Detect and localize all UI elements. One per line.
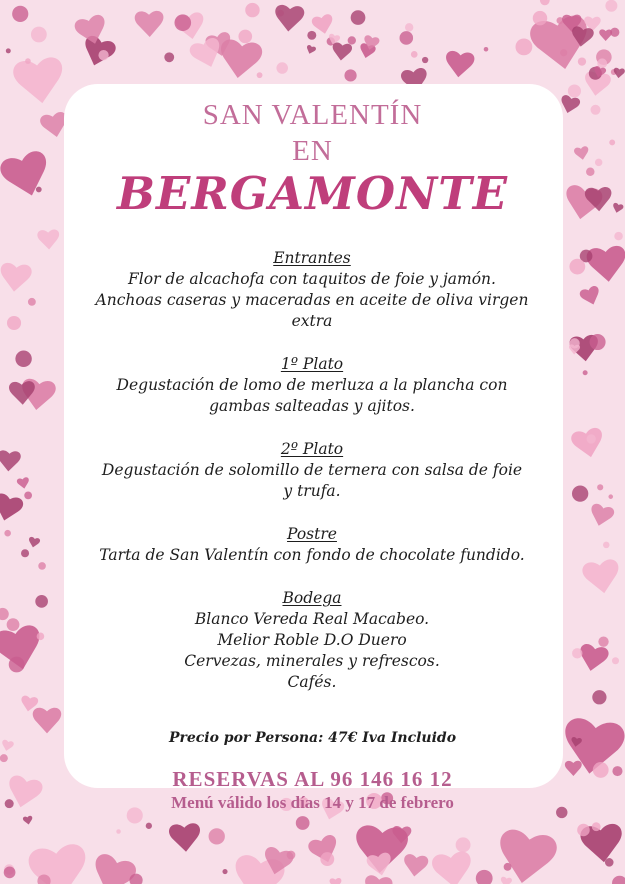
menu-section-wine xyxy=(72,588,552,693)
heart-decoration xyxy=(37,229,60,250)
confetti-dot xyxy=(605,858,614,867)
first-course-line-1: Degustación de lomo de merluza a la plancha con xyxy=(116,376,508,394)
confetti-dot xyxy=(411,51,418,58)
confetti-dot xyxy=(25,58,31,64)
menu-section-second-course xyxy=(72,439,552,502)
heart-decoration xyxy=(0,492,25,524)
confetti-dot xyxy=(614,232,622,240)
confetti-dot xyxy=(348,36,356,44)
event-title: SAN VALENTÍN xyxy=(202,99,423,131)
starter-line-3: extra xyxy=(291,312,333,330)
heart-decoration xyxy=(581,558,622,596)
heart-decoration xyxy=(363,874,393,884)
confetti-dot xyxy=(276,62,288,74)
confetti-dot xyxy=(116,829,121,834)
confetti-dot xyxy=(598,636,608,646)
heart-decoration xyxy=(0,262,32,293)
confetti-dot xyxy=(351,10,366,25)
confetti-dot xyxy=(12,6,28,22)
confetti-dot xyxy=(6,48,11,53)
confetti-dot xyxy=(238,30,252,44)
confetti-dot xyxy=(572,485,588,501)
confetti-dot xyxy=(0,754,8,762)
confetti-dot xyxy=(590,334,606,350)
heart-decoration xyxy=(169,823,202,853)
confetti-dot xyxy=(344,69,356,81)
dessert-line-1: Tarta de San Valentín con fondo de chocolate fundido. xyxy=(99,546,525,564)
confetti-dot xyxy=(0,608,9,620)
heart-decoration xyxy=(27,843,91,884)
menu-validity-dates: Menú válido los días 14 y 17 de febrero xyxy=(171,793,454,812)
starter-line-1: Flor de alcachofa con taquitos de foie y jamón. xyxy=(128,270,496,288)
heart-decoration xyxy=(599,29,612,41)
confetti-dot xyxy=(400,31,414,45)
confetti-dot xyxy=(603,542,610,549)
confetti-dot xyxy=(592,690,606,704)
confetti-dot xyxy=(592,822,601,831)
confetti-dot xyxy=(560,49,567,56)
price-per-person: Precio por Persona: 47€ Iva Incluido xyxy=(168,730,457,746)
heart-decoration xyxy=(577,643,610,674)
menu-section-dessert xyxy=(72,524,552,566)
confetti-dot xyxy=(35,595,48,608)
confetti-dot xyxy=(569,259,585,275)
menu-list xyxy=(72,248,552,715)
confetti-dot xyxy=(476,870,493,884)
confetti-dot xyxy=(586,434,595,443)
heart-decoration xyxy=(570,427,606,461)
menu-section-starters xyxy=(72,248,552,332)
heart-decoration xyxy=(27,536,40,548)
heart-decoration xyxy=(402,853,429,878)
confetti-dot xyxy=(296,816,310,830)
confetti-dot xyxy=(4,867,16,879)
confetti-dot xyxy=(533,11,547,25)
heart-decoration xyxy=(16,477,30,490)
starter-line-2: Anchoas caseras y maceradas en aceite de oliva virgen xyxy=(95,291,529,309)
second-course-line-2: y trufa. xyxy=(283,482,341,500)
confetti-dot xyxy=(456,837,471,852)
wine-line-3: Cervezas, minerales y refrescos. xyxy=(184,652,440,670)
heart-decoration xyxy=(274,4,305,32)
section-title-starters: Entrantes xyxy=(273,249,351,267)
section-title-second-course: 2º Plato xyxy=(280,440,344,458)
restaurant-name: BERGAMONTE xyxy=(116,167,508,220)
confetti-dot xyxy=(222,869,227,874)
heart-decoration xyxy=(0,450,21,472)
reservation-phone: RESERVAS AL 96 146 16 12 xyxy=(172,767,453,791)
confetti-dot xyxy=(38,562,46,570)
confetti-dot xyxy=(515,38,532,55)
confetti-dot xyxy=(568,84,581,97)
confetti-dot xyxy=(257,72,263,78)
heart-decoration xyxy=(494,828,559,884)
section-title-first-course: 1º Plato xyxy=(280,355,344,373)
wine-line-1: Blanco Vereda Real Macabeo. xyxy=(194,610,430,628)
confetti-dot xyxy=(422,57,428,63)
confetti-dot xyxy=(597,484,603,490)
heart-decoration xyxy=(135,11,165,38)
first-course-line-2: gambas salteadas y ajitos. xyxy=(209,397,415,415)
second-course-line-1: Degustación de solomillo de ternera con salsa de foie xyxy=(101,461,523,479)
heart-decoration xyxy=(500,876,513,884)
heart-decoration xyxy=(444,50,475,78)
confetti-dot xyxy=(4,530,11,537)
confetti-dot xyxy=(31,27,47,43)
confetti-dot xyxy=(605,0,617,12)
wine-line-2: Melior Roble D.O Duero xyxy=(217,631,407,649)
confetti-dot xyxy=(307,31,316,40)
confetti-dot xyxy=(174,14,191,31)
confetti-dot xyxy=(245,3,259,17)
confetti-dot xyxy=(15,351,31,367)
heart-decoration xyxy=(331,42,352,62)
wine-line-4: Cafés. xyxy=(287,673,337,691)
heart-decoration xyxy=(305,44,317,55)
confetti-dot xyxy=(577,824,590,837)
heart-decoration xyxy=(588,503,616,529)
confetti-dot xyxy=(21,549,29,557)
confetti-dot xyxy=(98,50,108,60)
confetti-dot xyxy=(164,52,174,62)
confetti-dot xyxy=(209,828,225,844)
confetti-dot xyxy=(572,648,582,658)
heart-decoration xyxy=(586,245,625,284)
section-title-wine: Bodega xyxy=(282,589,342,607)
confetti-dot xyxy=(608,494,613,499)
event-title-connector: EN xyxy=(292,135,333,167)
menu-section-first-course xyxy=(72,354,552,417)
heart-decoration xyxy=(23,815,34,825)
confetti-dot xyxy=(540,0,550,5)
heart-decoration xyxy=(329,878,342,884)
confetti-dot xyxy=(578,57,586,65)
heart-decoration xyxy=(579,285,603,308)
confetti-dot xyxy=(7,618,20,631)
confetti-dot xyxy=(405,23,413,31)
confetti-dot xyxy=(146,823,152,829)
confetti-dot xyxy=(612,876,625,884)
confetti-dot xyxy=(24,492,32,500)
confetti-dot xyxy=(612,657,619,664)
confetti-dot xyxy=(504,863,512,871)
heart-decoration xyxy=(431,850,474,884)
section-title-dessert: Postre xyxy=(287,525,337,543)
confetti-dot xyxy=(28,298,36,306)
confetti-dot xyxy=(7,316,21,330)
heart-decoration xyxy=(79,34,117,70)
confetti-dot xyxy=(37,633,45,641)
confetti-dot xyxy=(583,370,588,375)
confetti-dot xyxy=(484,47,489,52)
confetti-dot xyxy=(320,852,334,866)
confetti-dot xyxy=(9,657,25,673)
